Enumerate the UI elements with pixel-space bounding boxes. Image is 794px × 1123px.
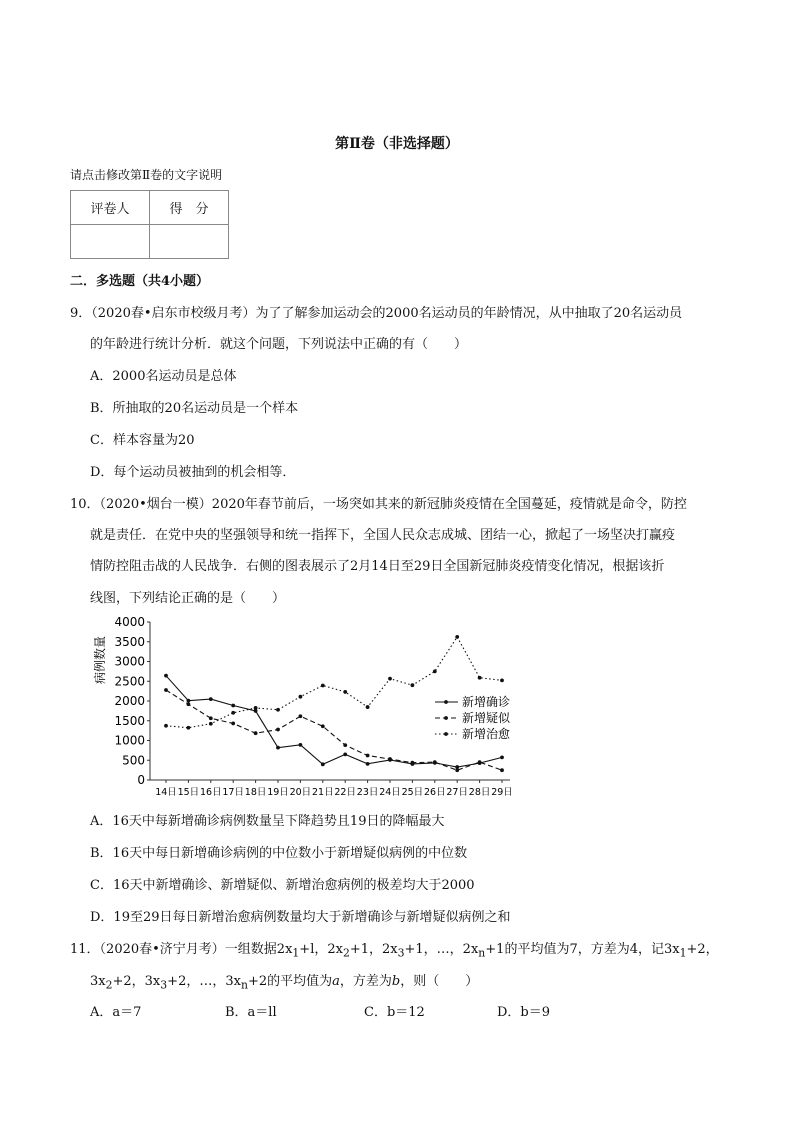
data-point [164, 688, 168, 692]
legend-label-1: 新增确诊 [462, 695, 511, 709]
data-point [209, 716, 213, 720]
q9-option-b: B．所抽取的20名运动员是一个样本 [90, 401, 299, 416]
data-point [433, 760, 437, 764]
x-tick-label: 14日 [155, 787, 177, 798]
q9-stem-line2: 的年龄进行统计分析．就这个问题，下列说法中正确的有（ ） [90, 337, 468, 352]
series-line-3 [166, 637, 502, 728]
score-table-cell-reviewer [71, 225, 150, 259]
x-tick-label: 16日 [200, 787, 222, 798]
x-tick-label: 17日 [222, 787, 244, 798]
q11-option-b: B．a＝ll [225, 1005, 277, 1020]
data-point [411, 683, 415, 687]
y-tick-label: 0 [137, 773, 145, 787]
q11-stem-line2: $3x_2+2$，$3x_3+2$，…，$3x_n+2$的平均值为a，方差为b，则（ ） [90, 974, 479, 992]
data-point [500, 755, 504, 759]
q10-option-a: A．16天中每新增确诊病例数量呈下降趋势且19日的降幅最大 [90, 814, 445, 829]
data-point [231, 704, 235, 708]
data-point [187, 699, 191, 703]
x-tick-label: 25日 [401, 787, 424, 798]
legend-marker-3 [444, 732, 448, 736]
data-point [366, 754, 370, 758]
y-tick-label: 1500 [114, 713, 145, 728]
q9-stem-line1: 9．（2020春•启东市校级月考）为了了解参加运动会的2000名运动员的年龄情况，从中抽取了20名运动员 [70, 306, 683, 321]
section-note: 请点击修改第Ⅱ卷的文字说明 [70, 168, 223, 182]
q10-option-c: C．16天中新增确诊、新增疑似、新增治愈病例的极差均大于2000 [90, 878, 475, 893]
q9-option-a: A．2000名运动员是总体 [90, 369, 237, 384]
score-table-cell-score [150, 225, 229, 259]
data-point [164, 724, 168, 728]
y-tick-label: 4000 [114, 615, 145, 629]
data-point [433, 669, 437, 673]
part-heading: 二．多选题（共4小题） [70, 274, 210, 289]
data-point [254, 731, 258, 735]
data-point [299, 743, 303, 747]
q10-option-d: D．19至29日每日新增治愈病例数量均大于新增确诊与新增疑似病例之和 [90, 910, 511, 925]
legend-label-2: 新增疑似 [462, 711, 511, 725]
series-line-1 [166, 676, 502, 767]
data-point [299, 714, 303, 718]
x-tick-label: 15日 [177, 787, 200, 798]
data-point [411, 761, 415, 765]
data-point [231, 722, 235, 726]
data-point [388, 677, 392, 681]
data-point [164, 674, 168, 678]
data-point [366, 705, 370, 709]
score-table-header-score: 得 分 [150, 191, 229, 225]
y-tick-label: 3500 [114, 634, 145, 649]
legend-label-3: 新增治愈 [462, 727, 511, 741]
x-tick-label: 22日 [334, 787, 356, 798]
x-tick-label: 19日 [267, 787, 289, 798]
data-point [276, 746, 280, 750]
data-point [500, 678, 504, 682]
legend-marker-2 [444, 716, 448, 720]
x-tick-label: 26日 [424, 787, 446, 798]
data-point [276, 708, 280, 712]
x-tick-label: 28日 [468, 787, 491, 798]
data-point [478, 760, 482, 764]
data-point [187, 702, 191, 706]
legend-marker-1 [444, 700, 448, 704]
x-tick-label: 18日 [244, 787, 267, 798]
q10-stem-line3: 情防控阻击战的人民战争．右侧的图表展示了2月14日至29日全国新冠肺炎疫情变化情况，根据该折 [90, 559, 665, 574]
data-point [388, 757, 392, 761]
data-point [187, 726, 191, 730]
y-tick-label: 500 [122, 753, 145, 768]
data-point [321, 724, 325, 728]
score-table [70, 190, 229, 259]
x-tick-label: 27日 [446, 787, 468, 798]
y-tick-label: 2500 [114, 674, 145, 689]
x-tick-label: 21日 [312, 787, 334, 798]
y-tick-label: 2000 [114, 694, 145, 708]
data-point [455, 635, 459, 639]
q10-option-b: B．16天中每日新增确诊病例的中位数小于新增疑似病例的中位数 [90, 846, 468, 861]
q11-option-d: D．b＝9 [497, 1005, 551, 1020]
data-point [455, 768, 459, 772]
x-tick-label: 29日 [491, 787, 513, 798]
data-point [231, 711, 235, 715]
data-point [209, 722, 213, 726]
q10-stem-line2: 就是责任．在党中央的坚强领导和统一指挥下，全国人民众志成城、团结一心，掀起了一场坚决打赢疫 [90, 528, 676, 543]
y-axis-label: 病例数量 [93, 635, 107, 685]
y-tick-label: 1000 [114, 733, 145, 748]
q11-option-a: A．a＝7 [90, 1005, 142, 1020]
q9-option-c: C．样本容量为20 [90, 433, 195, 448]
q11-stem-line1: 11．（2020春•济宁月考）一组数据$2x_1+l$，$2x_2+1$，$2x_3+1$，…，$2x_n+1$的平均值为7，方差为4，记$3x_1+2$， [70, 942, 719, 960]
data-point [343, 753, 347, 757]
data-point [343, 743, 347, 747]
data-point [276, 728, 280, 732]
epidemic-line-chart [90, 612, 530, 802]
data-point [343, 690, 347, 694]
q11-option-c: C．b＝12 [364, 1005, 425, 1020]
q10-stem-line4: 线图，下列结论正确的是（ ） [90, 591, 286, 606]
data-point [478, 676, 482, 680]
data-point [209, 697, 213, 701]
data-point [500, 768, 504, 772]
x-tick-label: 20日 [289, 787, 312, 798]
q10-stem-line1: 10．（2020•烟台一模）2020年春节前后，一场突如其来的新冠肺炎疫情在全国蔓延，疫情就是命令，防控 [70, 497, 687, 512]
q9-option-d: D．每个运动员被抽到的机会相等． [90, 465, 296, 480]
data-point [299, 695, 303, 699]
score-table-header-reviewer: 评卷人 [71, 191, 150, 225]
section-title: 第Ⅱ卷（非选择题） [335, 136, 459, 152]
data-point [321, 762, 325, 766]
data-point [366, 762, 370, 766]
data-point [321, 684, 325, 688]
x-tick-label: 24日 [379, 787, 401, 798]
y-tick-label: 3000 [114, 654, 145, 669]
data-point [254, 706, 258, 710]
x-tick-label: 23日 [356, 787, 379, 798]
